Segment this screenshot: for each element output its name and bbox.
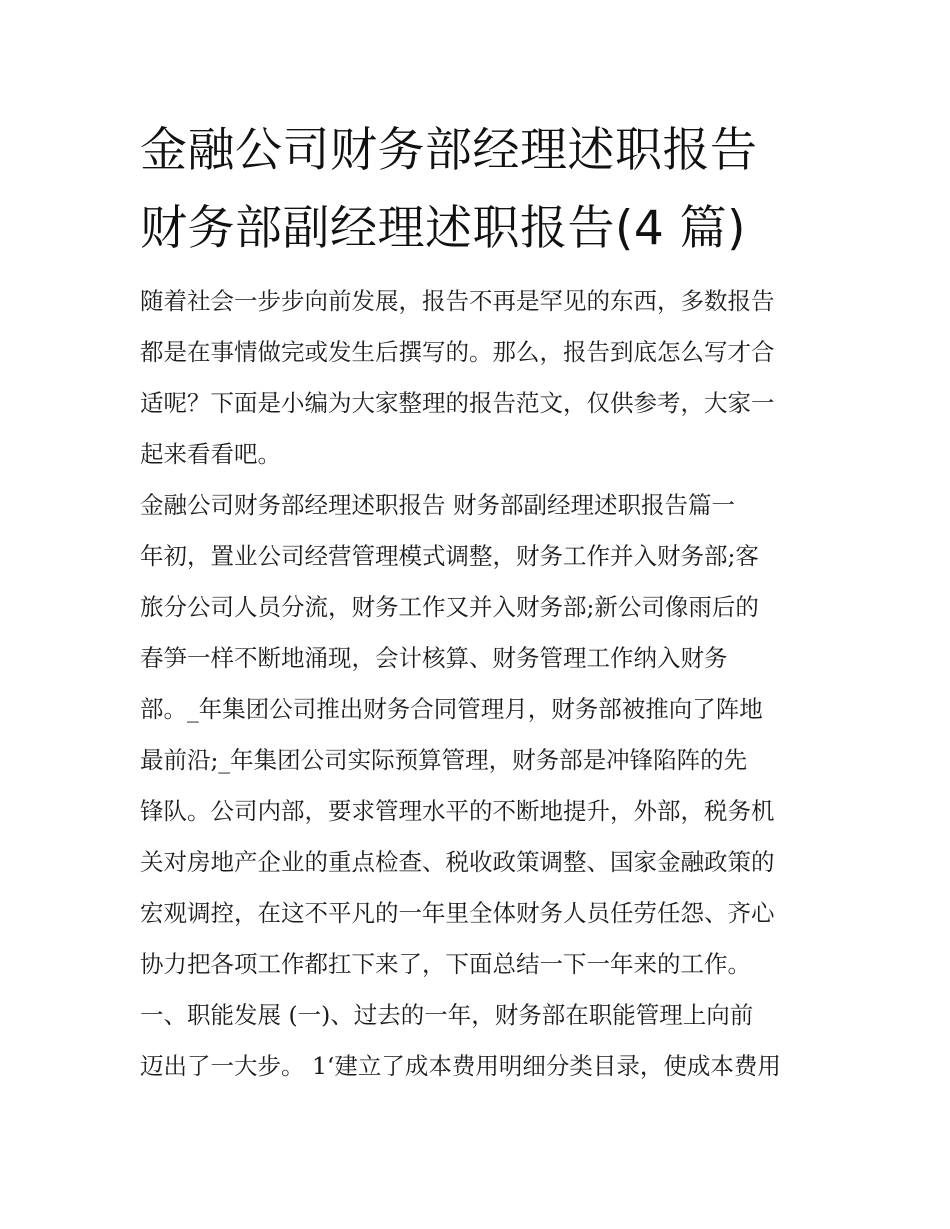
body-line: 起来看看吧。 bbox=[140, 440, 281, 468]
body-line: 迈出了一大步。 1‘建立了成本费用明细分类目录，使成本费用 bbox=[140, 1052, 781, 1080]
body-line: 锋队。公司内部，要求管理水平的不断地提升，外部，税务机 bbox=[140, 797, 775, 825]
body-line: 适呢？下面是小编为大家整理的报告范文，仅供参考，大家一 bbox=[140, 389, 775, 417]
section-heading-line: 金融公司财务部经理述职报告 财务部副经理述职报告篇一 bbox=[140, 491, 735, 519]
body-line: 关对房地产企业的重点检查、税收政策调整、国家金融政策的 bbox=[140, 848, 775, 876]
title-line-1: 金融公司财务部经理述职报告 bbox=[140, 123, 758, 178]
body-line: 都是在事情做完或发生后撰写的。那么，报告到底怎么写才合 bbox=[140, 338, 775, 366]
body-line: 协力把各项工作都扛下来了，下面总结一下一年来的工作。 bbox=[140, 950, 751, 978]
body-line: 宏观调控，在这不平凡的一年里全体财务人员任劳任怨、齐心 bbox=[140, 899, 775, 927]
body-line: 旅分公司人员分流，财务工作又并入财务部;新公司像雨后的 bbox=[140, 593, 759, 621]
body-line: 最前沿;_年集团公司实际预算管理，财务部是冲锋陷阵的先 bbox=[140, 746, 748, 774]
body-line: 部。_年集团公司推出财务合同管理月，财务部被推向了阵地 bbox=[140, 695, 763, 723]
document-body bbox=[140, 276, 830, 1092]
body-line: 一、职能发展 (一)、过去的一年，财务部在职能管理上向前 bbox=[140, 1001, 754, 1029]
body-line: 年初，置业公司经营管理模式调整，财务工作并入财务部;客 bbox=[140, 542, 759, 570]
body-line: 春笋一样不断地涌现，会计核算、财务管理工作纳入财务 bbox=[140, 644, 728, 672]
title-line-2: 财务部副经理述职报告(4 篇) bbox=[140, 201, 747, 256]
body-line: 随着社会一步步向前发展，报告不再是罕见的东西，多数报告 bbox=[140, 287, 775, 315]
document-title bbox=[140, 112, 830, 268]
